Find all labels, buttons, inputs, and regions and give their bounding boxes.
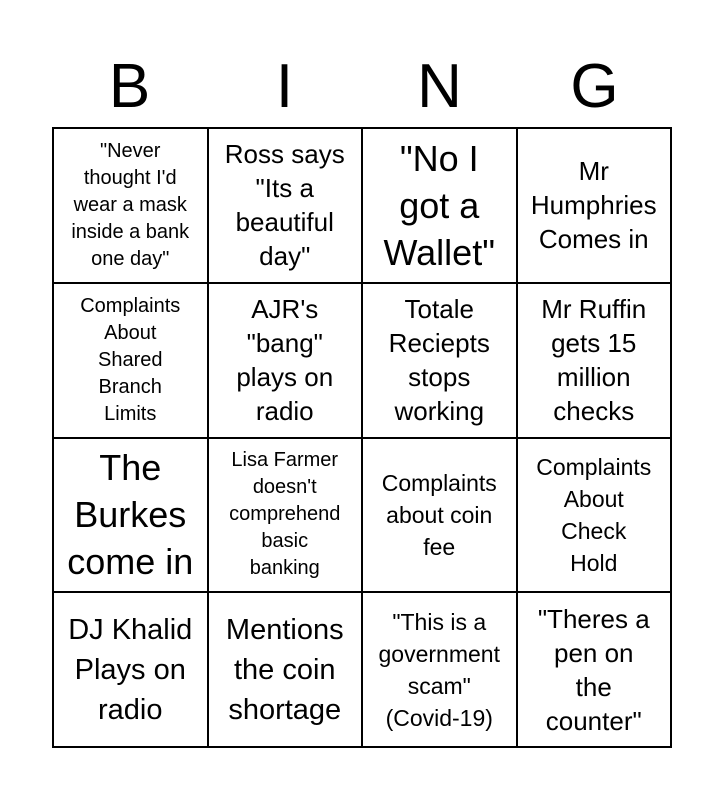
cell-text: Mentions the coin shortage (225, 613, 344, 726)
bingo-cell[interactable] (517, 128, 672, 283)
bingo-header (52, 52, 672, 122)
bingo-cell[interactable] (53, 128, 208, 283)
cell-text: Complaints About Check Hold (536, 453, 652, 576)
cell-text: Totale Reciepts stops working (388, 294, 490, 427)
cell-text: "This is a government scam" (Covid-19) (378, 608, 500, 731)
header-letter-b: B (108, 52, 151, 121)
bingo-cell[interactable] (517, 438, 672, 593)
bingo-cell[interactable] (517, 283, 672, 438)
header-letter-n: N (417, 52, 462, 121)
cell-text: AJR's "bang" plays on radio (236, 294, 334, 427)
bingo-cell[interactable] (208, 438, 363, 593)
cell-text: "Theres a pen on the counter" (537, 603, 650, 736)
bingo-cell[interactable] (208, 128, 363, 283)
bingo-cell[interactable] (208, 592, 363, 747)
cell-text: "Never thought I'd wear a mask inside a bank one day" (71, 139, 190, 270)
bingo-cell[interactable] (362, 283, 517, 438)
cell-text: DJ Khalid Plays on radio (68, 613, 193, 726)
bingo-cell[interactable] (362, 438, 517, 593)
header-letter-g: G (570, 52, 619, 121)
bingo-cell[interactable] (362, 128, 517, 283)
bingo-grid (52, 127, 672, 748)
bingo-cell[interactable] (53, 438, 208, 593)
bingo-cell[interactable] (53, 592, 208, 747)
cell-text: Complaints about coin fee (381, 469, 497, 560)
bingo-cell[interactable] (517, 592, 672, 747)
cell-text: Ross says "Its a beautiful day" (224, 139, 345, 272)
cell-text: Mr Humphries Comes in (530, 156, 657, 255)
cell-text: Mr Ruffin gets 15 million checks (541, 294, 647, 427)
cell-text: Complaints About Shared Branch Limits (80, 294, 181, 425)
bingo-cell[interactable] (208, 283, 363, 438)
cell-text: "No I got a Wallet" (383, 137, 495, 273)
header-letter-i: I (275, 52, 294, 121)
bingo-cell[interactable] (362, 592, 517, 747)
cell-text: Lisa Farmer doesn't comprehend basic banking (229, 449, 341, 580)
cell-text: The Burkes come in (67, 447, 194, 583)
bingo-cell[interactable] (53, 283, 208, 438)
